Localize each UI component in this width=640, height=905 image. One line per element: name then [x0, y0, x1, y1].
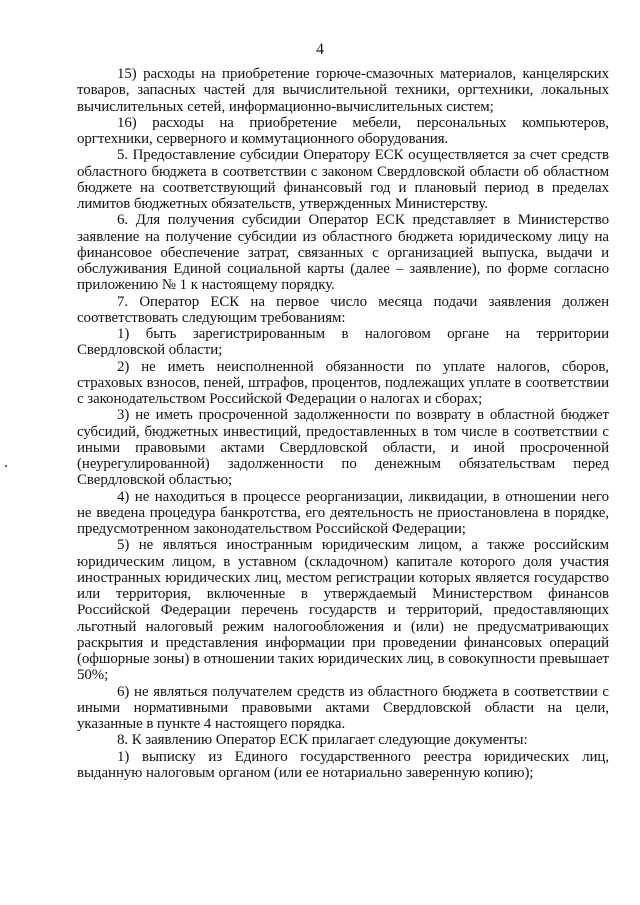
paragraph-section-6: 6. Для получения субсидии Оператор ЕСК представляет в Министерство заявление на получение субсидии из областного бюджета юридическому лицу на финансовое обеспечение затрат, связанных с организацией выпуска, выдачи и обслуживания Единой социальной карты (далее – заявление), по форме согласно приложению № 1 к настоящему порядку. — [77, 212, 609, 294]
paragraph-requirement-6: 6) не являться получателем средств из областного бюджета в соответствии с иными нормативными правовыми актами Свердловской области на цели, указанные в пункте 4 настоящего порядка. — [77, 683, 609, 732]
paragraph-expense-16: 16) расходы на приобретение мебели, персональных компьютеров, оргтехники, серверного и коммутационного оборудования. — [77, 114, 609, 147]
paragraph-requirement-5: 5) не являться иностранным юридическим лицом, а также российским юридическим лицом, в уставном (складочном) капитале которого доля участия иностранных юридических лиц, местом регистрации которых является государство или территория, включенные в утверждаемый Министерством финансов Российской Федерации перечень государств и территорий, предоставляющих льготный налоговый режим налогообложения и (или) не предусматривающих раскрытия и представления информации при проведении финансовых операций (офшорные зоны) в отношении таких юридических лиц, в совокупности превышает 50%; — [77, 537, 609, 684]
document-body — [77, 66, 609, 781]
page-number: 4 — [316, 41, 324, 58]
paragraph-section-5: 5. Предоставление субсидии Оператору ЕСК осуществляется за счет средств областного бюджета в соответствии с законом Свердловской области об областном бюджете на соответствующий финансовый год и плановый период в пределах лимитов бюджетных обязательств, утвержденных Министерству. — [77, 147, 609, 212]
paragraph-requirement-4: 4) не находиться в процессе реорганизации, ликвидации, в отношении него не введена процедура банкротства, его деятельность не приостановлена в порядке, предусмотренном законодательством Российской Федерации; — [77, 488, 609, 537]
paragraph-section-7: 7. Оператор ЕСК на первое число месяца подачи заявления должен соответствовать следующим требованиям: — [77, 293, 609, 326]
paragraph-section-8: 8. К заявлению Оператор ЕСК прилагает следующие документы: — [117, 732, 528, 749]
margin-mark — [5, 465, 7, 467]
paragraph-requirement-2: 2) не иметь неисполненной обязанности по уплате налогов, сборов, страховых взносов, пеней, штрафов, процентов, подлежащих уплате в соответствии с законодательством Российской Федерации о налогах и сборах; — [77, 358, 609, 407]
paragraph-requirement-1: 1) быть зарегистрированным в налоговом органе на территории Свердловской области; — [77, 326, 609, 359]
paragraph-expense-15: 15) расходы на приобретение горюче-смазочных материалов, канцелярских товаров, запасных частей для вычислительной техники, оргтехники, локальных вычислительных сетей, информационно-вычислительных систем; — [77, 66, 609, 115]
paragraph-document-1: 1) выписку из Единого государственного реестра юридических лиц, выданную налоговым органом (или ее нотариально заверенную копию); — [77, 748, 609, 781]
paragraph-requirement-3: 3) не иметь просроченной задолженности по возврату в областной бюджет субсидий, бюджетных инвестиций, предоставленных в том числе в соответствии с иными правовыми актами Свердловской области, и иной просроченной (неурегулированной) задолженности по денежным обязательствам перед Свердловской областью; — [77, 407, 609, 489]
